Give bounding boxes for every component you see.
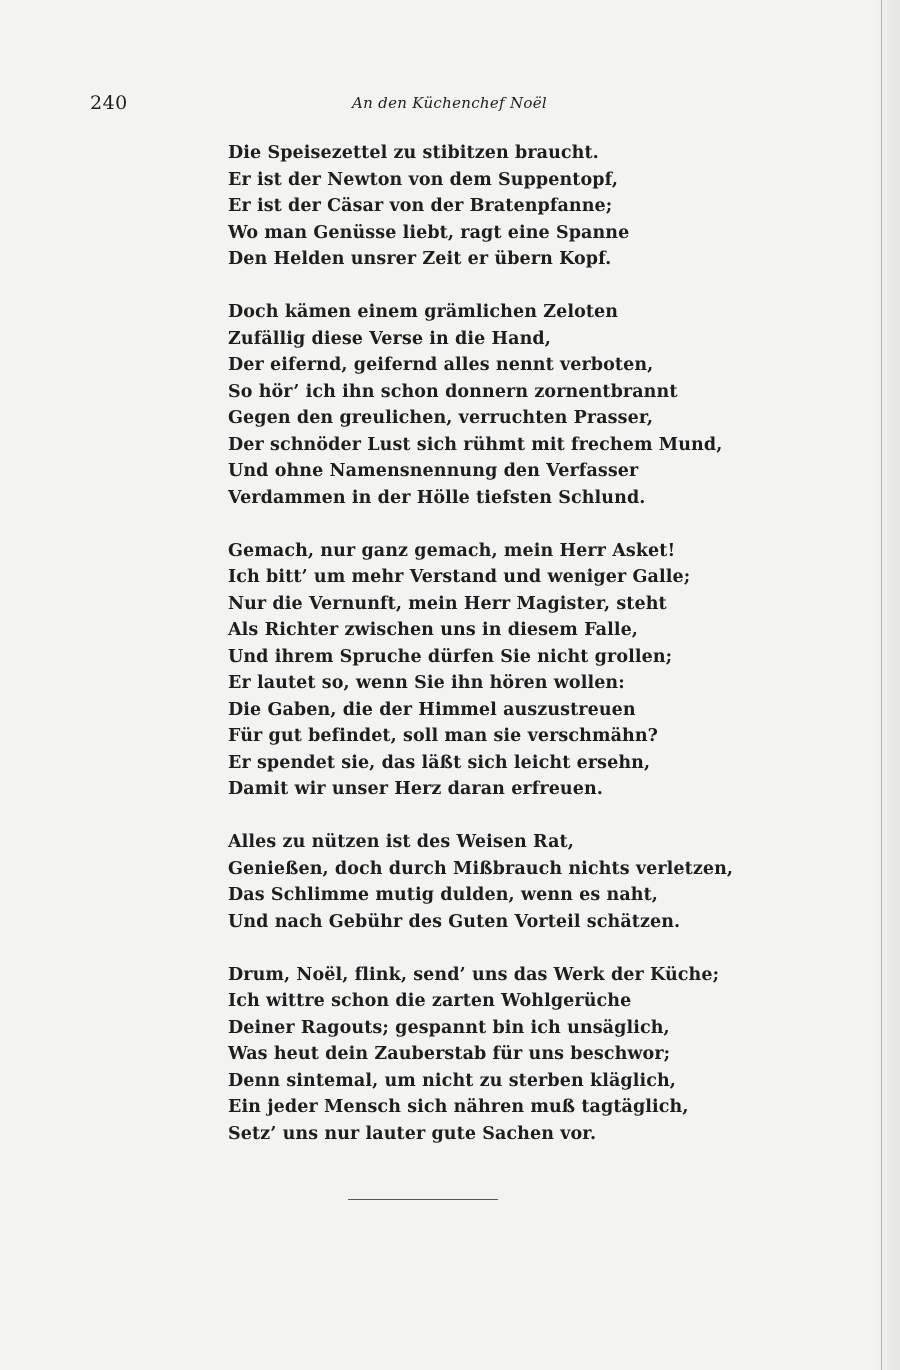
poem-line: Er ist der Newton von dem Suppentopf, xyxy=(228,169,619,190)
poem-line: Denn sintemal, um nicht zu sterben kläglich, xyxy=(228,1070,676,1091)
poem-line: Damit wir unser Herz daran erfreuen. xyxy=(228,779,604,799)
poem-line: Ein jeder Mensch sich nähren muß tagtäglich, xyxy=(228,1097,689,1117)
stanza-1 xyxy=(228,140,828,273)
stanza-5 xyxy=(228,962,828,1148)
poem-line: Er ist der Cäsar von der Bratenpfanne; xyxy=(228,196,613,216)
page-number: 240 xyxy=(90,92,128,114)
poem-line: Die Gaben, die der Himmel auszustreuen xyxy=(228,699,636,720)
poem-line: Alles zu nützen ist des Weisen Rat, xyxy=(228,832,574,852)
poem-line: Doch kämen einem grämlichen Zeloten xyxy=(228,302,619,322)
poem-line: Was heut dein Zauberstab für uns beschwor; xyxy=(228,1044,671,1064)
poem-line: Ich wittre schon die zarten Wohlgerüche xyxy=(228,991,632,1011)
poem-line: Verdammen in der Hölle tiefsten Schlund. xyxy=(228,487,646,508)
poem-line: Den Helden unsrer Zeit er übern Kopf. xyxy=(228,249,612,269)
poem-line: Nur die Vernunft, mein Herr Magister, steht xyxy=(228,593,667,614)
poem-line: Ich bitt’ um mehr Verstand und weniger Galle; xyxy=(228,567,691,587)
poem-line: Der eifernd, geifernd alles nennt verboten, xyxy=(228,355,654,375)
poem-line: Und nach Gebühr des Guten Vorteil schätzen. xyxy=(228,911,681,932)
poem-line: Gegen den greulichen, verruchten Prasser, xyxy=(228,408,654,428)
poem-line: Der schnöder Lust sich rühmt mit frechem Mund, xyxy=(228,434,723,455)
poem-line: Die Speisezettel zu stibitzen braucht. xyxy=(228,143,599,163)
poem-line: Und ohne Namensnennung den Verfasser xyxy=(228,461,639,481)
poem-line: Als Richter zwischen uns in diesem Falle, xyxy=(228,620,639,640)
closing-rule xyxy=(348,1199,498,1200)
stanza-4 xyxy=(228,829,828,935)
poem-line: Und ihrem Spruche dürfen Sie nicht grollen; xyxy=(228,646,673,667)
page-edge-line xyxy=(881,0,882,1370)
poem-line: Zufällig diese Verse in die Hand, xyxy=(228,328,551,349)
poem-line: Deiner Ragouts; gespannt bin ich unsäglich, xyxy=(228,1017,670,1038)
poem-body xyxy=(228,140,828,1174)
poem-line: Er spendet sie, das läßt sich leicht ersehn, xyxy=(228,752,651,773)
poem-line: Gemach, nur ganz gemach, mein Herr Asket! xyxy=(228,540,676,561)
poem-line: Drum, Noël, flink, send’ uns das Werk der Küche; xyxy=(228,964,720,985)
poem-line: Wo man Genüsse liebt, ragt eine Spanne xyxy=(228,222,630,243)
running-title: An den Küchenchef Noël xyxy=(352,94,547,112)
page-edge-shadow xyxy=(876,0,900,1370)
stanza-3 xyxy=(228,538,828,803)
poem-line: Genießen, doch durch Mißbrauch nichts verletzen, xyxy=(228,858,734,879)
poem-line: Er lautet so, wenn Sie ihn hören wollen: xyxy=(228,673,625,693)
stanza-2 xyxy=(228,299,828,511)
poem-line: Setz’ uns nur lauter gute Sachen vor. xyxy=(228,1123,597,1144)
poem-line: So hör’ ich ihn schon donnern zornentbrannt xyxy=(228,381,678,402)
running-head xyxy=(0,92,900,116)
poem-line: Für gut befindet, soll man sie verschmähn? xyxy=(228,726,659,746)
poem-line: Das Schlimme mutig dulden, wenn es naht, xyxy=(228,885,658,905)
